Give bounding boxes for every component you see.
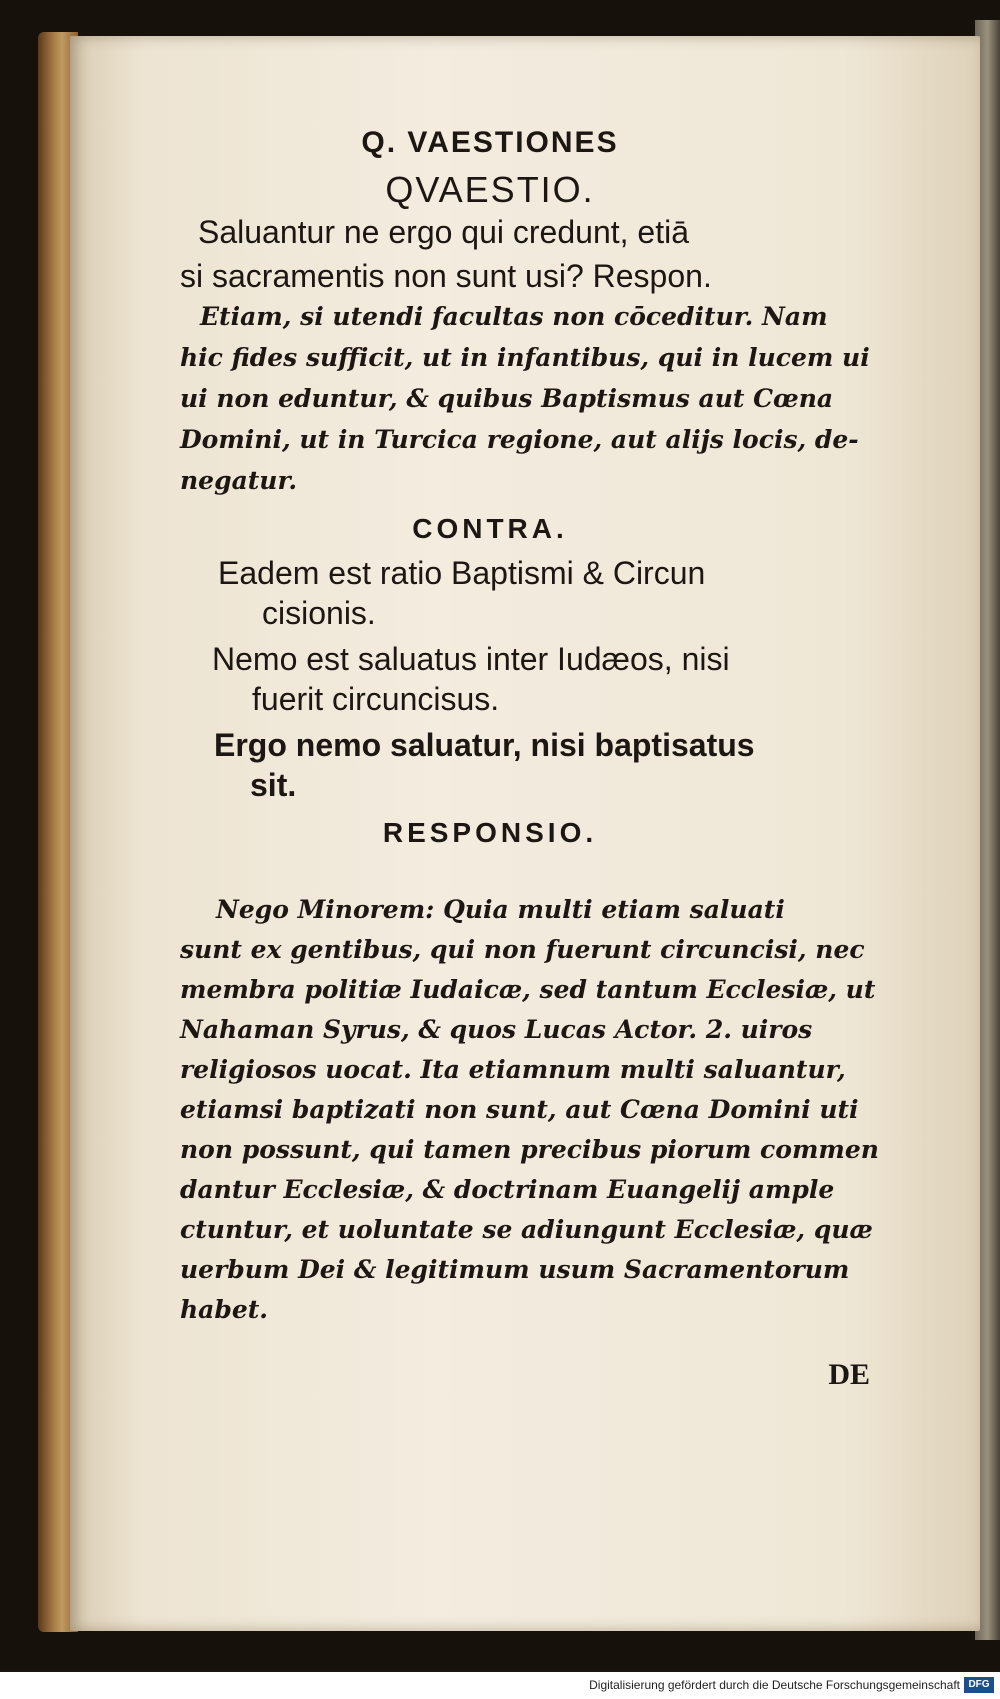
responsio-line: sunt ex gentibus, qui non fuerunt circuncisi, nec (180, 935, 865, 964)
contra-block (180, 557, 920, 801)
catchword: DE (828, 1358, 870, 1391)
responsio-block (180, 897, 920, 1322)
responsio-line: dantur Ecclesiæ, & doctrinam Euangelij ample (180, 1175, 835, 1204)
responsio-line: habet. (180, 1295, 269, 1324)
contra-line: Ergo nemo saluatur, nisi baptisatus (214, 727, 755, 763)
footer-bar (0, 1672, 1000, 1699)
responsio-line: Nego Minorem: Quia multi etiam saluati (216, 895, 785, 924)
answer-line: Etiam, si utendi facultas non cōceditur. Nam (200, 302, 828, 331)
responsio-line: Nahaman Syrus, & quos Lucas Actor. 2. uiros (180, 1015, 813, 1044)
question-line: Saluantur ne ergo qui credunt, etiā (198, 214, 689, 250)
responsio-line: membra politiæ Iudaicæ, sed tantum Ecclesiæ, ut (180, 975, 876, 1004)
question-line: si sacramentis non sunt usi? Respon. (180, 258, 712, 294)
responsio-line: uerbum Dei & legitimum usum Sacramentorum (180, 1255, 850, 1284)
responsio-line: ctuntur, et uoluntate se adiungunt Ecclesiæ, quæ (180, 1215, 873, 1244)
contra-line: Eadem est ratio Baptismi & Circun (218, 555, 706, 591)
running-head: Q. VAESTIONES (361, 126, 619, 159)
page-content (180, 84, 920, 1390)
contra-line: fuerit circuncisus. (252, 681, 500, 717)
responsio-line: etiamsi baptizati non sunt, aut Cœna Domini uti (180, 1095, 859, 1124)
answer-line: hic fides sufficit, ut in infantibus, qui in lucem ui (180, 343, 870, 372)
answer-line: Domini, ut in Turcica regione, aut alijs locis, de- (180, 425, 859, 454)
contra-heading: CONTRA. (412, 513, 568, 544)
dfg-logo[interactable]: DFG (964, 1677, 994, 1693)
footer-credit: Digitalisierung gefördert durch die Deutsche Forschungsgemeinschaft (589, 1678, 960, 1692)
contra-line: cisionis. (262, 595, 376, 631)
responsio-heading: RESPONSIO. (382, 817, 598, 848)
answer-line: ui non eduntur, & quibus Baptismus aut Cœna (180, 384, 834, 413)
contra-line: Nemo est saluatus inter Iudæos, nisi (212, 641, 730, 677)
section-title: QVAESTIO. (385, 169, 595, 210)
answer-block (180, 304, 920, 493)
book-page (70, 36, 980, 1631)
answer-line: negatur. (180, 466, 298, 495)
question-block (180, 216, 920, 292)
responsio-line: non possunt, qui tamen precibus piorum commen (180, 1135, 879, 1164)
responsio-line: religiosos uocat. Ita etiamnum multi saluantur, (180, 1055, 846, 1084)
contra-line: sit. (250, 767, 297, 803)
